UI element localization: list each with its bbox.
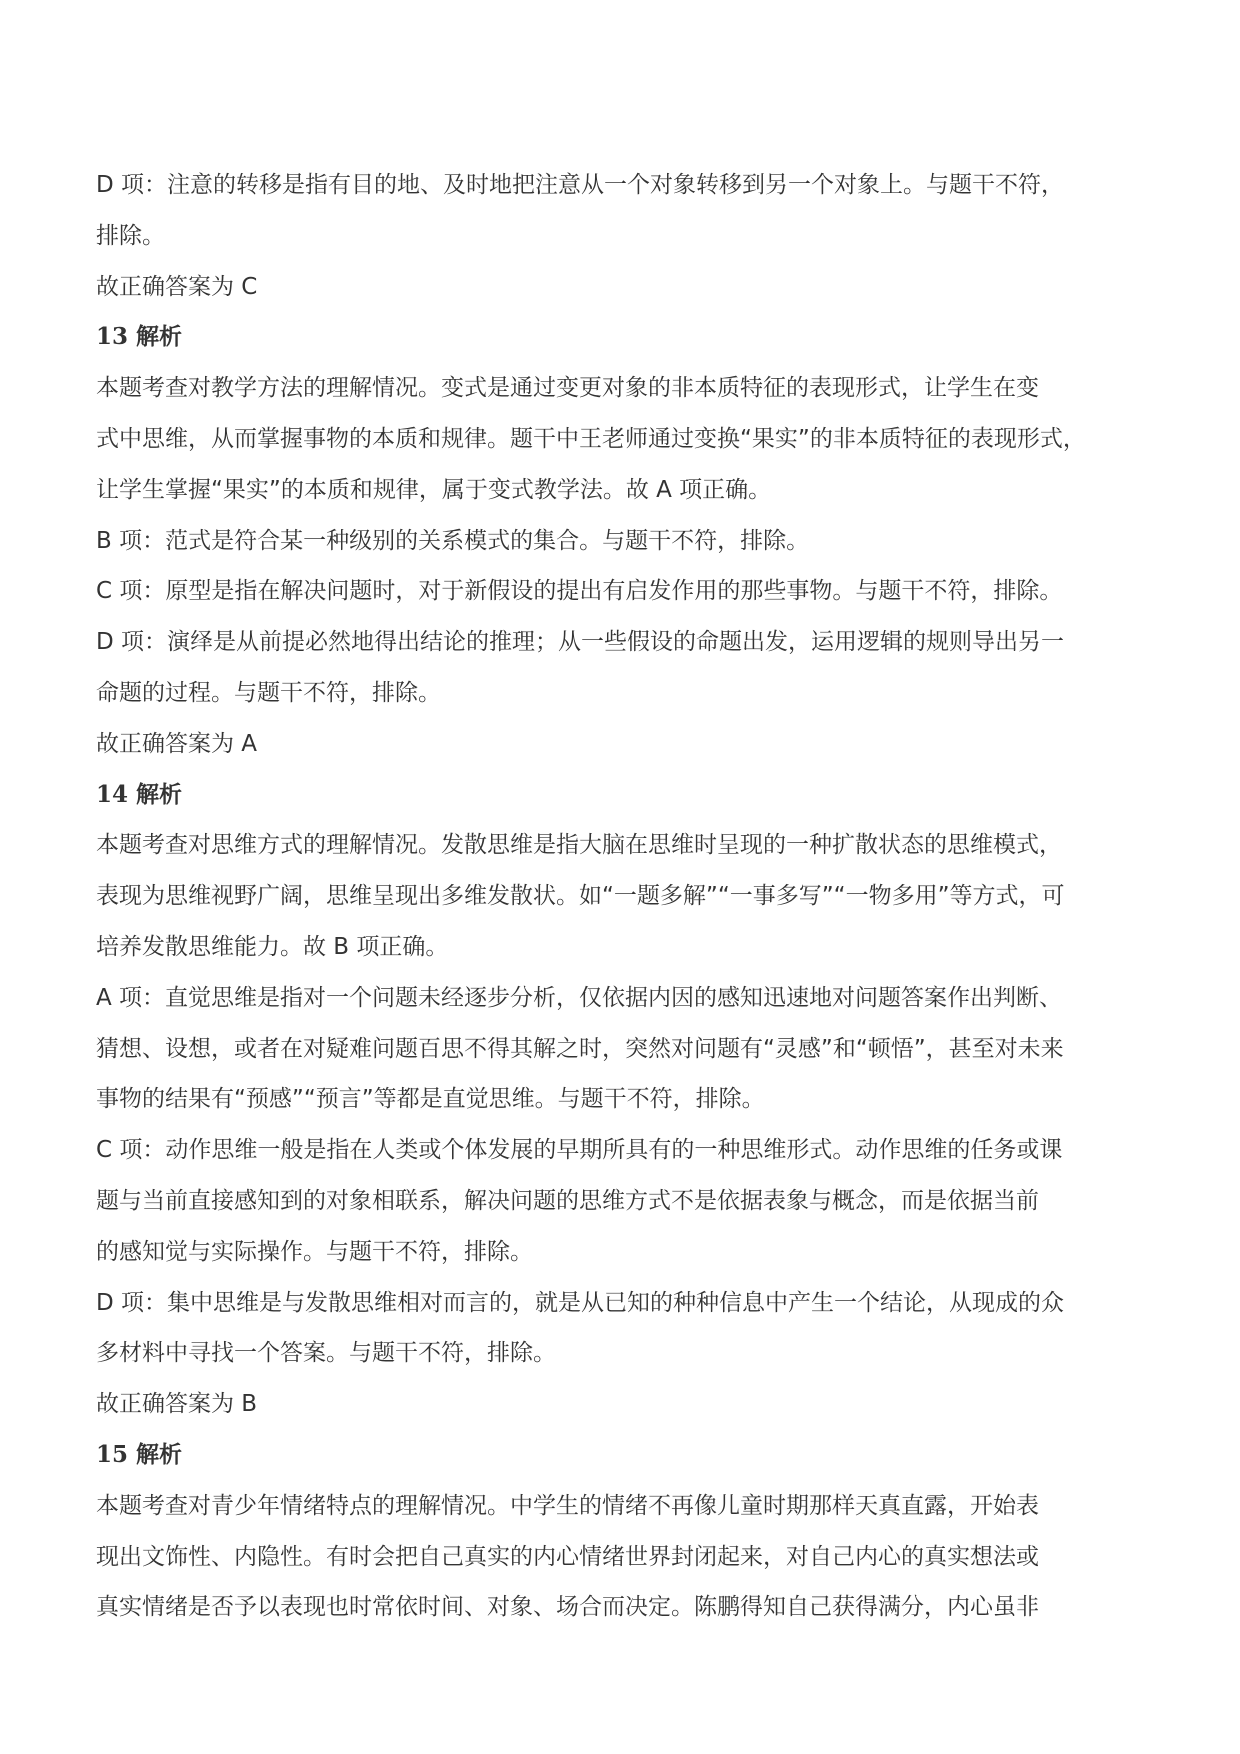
paragraph xyxy=(96,1278,1166,1380)
document-body xyxy=(96,160,1166,1633)
text-line: 让学生掌握“果实”的本质和规律，属于变式教学法。故 A 项正确。 xyxy=(96,476,772,503)
text-line: B 项：范式是符合某一种级别的关系模式的集合。与题干不符，排除。 xyxy=(96,527,810,554)
text-line: 的感知觉与实际操作。与题干不符，排除。 xyxy=(96,1238,533,1265)
text-line: 事物的结果有“预感”“预言”等都是直觉思维。与题干不符，排除。 xyxy=(96,1086,765,1113)
text-line: D 项：注意的转移是指有目的地、及时地把注意从一个对象转移到另一个对象上。与题干不符， xyxy=(96,172,1065,198)
text-line: 题与当前直接感知到的对象相联系，解决问题的思维方式不是依据表象与概念，而是依据当前 xyxy=(96,1187,1039,1214)
paragraph xyxy=(96,719,1166,770)
text-line: 多材料中寻找一个答案。与题干不符，排除。 xyxy=(96,1340,556,1367)
paragraph xyxy=(96,820,1166,972)
text-line: 本题考查对思维方式的理解情况。发散思维是指大脑在思维时呈现的一种扩散状态的思维模式， xyxy=(96,832,1062,859)
text-line: 猜想、设想，或者在对疑难问题百思不得其解之时，突然对问题有“灵感”和“顿悟”，甚至对未来 xyxy=(96,1035,1064,1062)
text-line: 本题考查对青少年情绪特点的理解情况。中学生的情绪不再像儿童时期那样天真直露，开始表 xyxy=(96,1492,1039,1519)
section-heading: 13 解析 xyxy=(96,323,183,351)
section xyxy=(96,160,1166,312)
paragraph xyxy=(96,1379,1166,1430)
paragraph xyxy=(96,973,1166,1125)
text-line: 排除。 xyxy=(96,222,165,249)
text-line: D 项：演绎是从前提必然地得出结论的推理；从一些假设的命题出发，运用逻辑的规则导出另一 xyxy=(96,629,1065,656)
paragraph xyxy=(96,1125,1166,1277)
section xyxy=(96,770,1166,1430)
text-line: 命题的过程。与题干不符，排除。 xyxy=(96,679,441,706)
paragraph xyxy=(96,1481,1166,1633)
text-line: 式中思维，从而掌握事物的本质和规律。题干中王老师通过变换“果实”的非本质特征的表现形式， xyxy=(96,425,1086,452)
text-line: 培养发散思维能力。故 B 项正确。 xyxy=(96,933,449,960)
section-heading: 15 解析 xyxy=(96,1440,183,1468)
text-line: D 项：集中思维是与发散思维相对而言的，就是从已知的种种信息中产生一个结论，从现成的众 xyxy=(96,1289,1065,1316)
text-line: C 项：原型是指在解决问题时，对于新假设的提出有启发作用的那些事物。与题干不符，排除。 xyxy=(96,578,1063,605)
text-line: 真实情绪是否予以表现也时常依时间、对象、场合而决定。陈鹏得知自己获得满分，内心虽非 xyxy=(96,1594,1039,1621)
section-heading: 14 解析 xyxy=(96,780,183,808)
section xyxy=(96,312,1166,769)
paragraph xyxy=(96,516,1166,567)
text-line: A 项：直觉思维是指对一个问题未经逐步分析，仅依据内因的感知迅速地对问题答案作出判断、 xyxy=(96,984,1063,1011)
paragraph xyxy=(96,363,1166,515)
text-line: 故正确答案为 B xyxy=(96,1391,258,1418)
paragraph xyxy=(96,160,1166,262)
text-line: 故正确答案为 A xyxy=(96,730,258,757)
text-line: 本题考查对教学方法的理解情况。变式是通过变更对象的非本质特征的表现形式，让学生在变 xyxy=(96,375,1039,402)
text-line: C 项：动作思维一般是指在人类或个体发展的早期所具有的一种思维形式。动作思维的任务或课 xyxy=(96,1137,1063,1164)
text-line: 故正确答案为 C xyxy=(96,273,258,300)
section xyxy=(96,1430,1166,1633)
text-line: 现出文饰性、内隐性。有时会把自己真实的内心情绪世界封闭起来，对自己内心的真实想法或 xyxy=(96,1543,1039,1570)
text-line: 表现为思维视野广阔，思维呈现出多维发散状。如“一题多解”“一事多写”“一物多用”等方式，可 xyxy=(96,883,1065,910)
paragraph xyxy=(96,617,1166,719)
paragraph xyxy=(96,566,1166,617)
paragraph xyxy=(96,262,1166,313)
